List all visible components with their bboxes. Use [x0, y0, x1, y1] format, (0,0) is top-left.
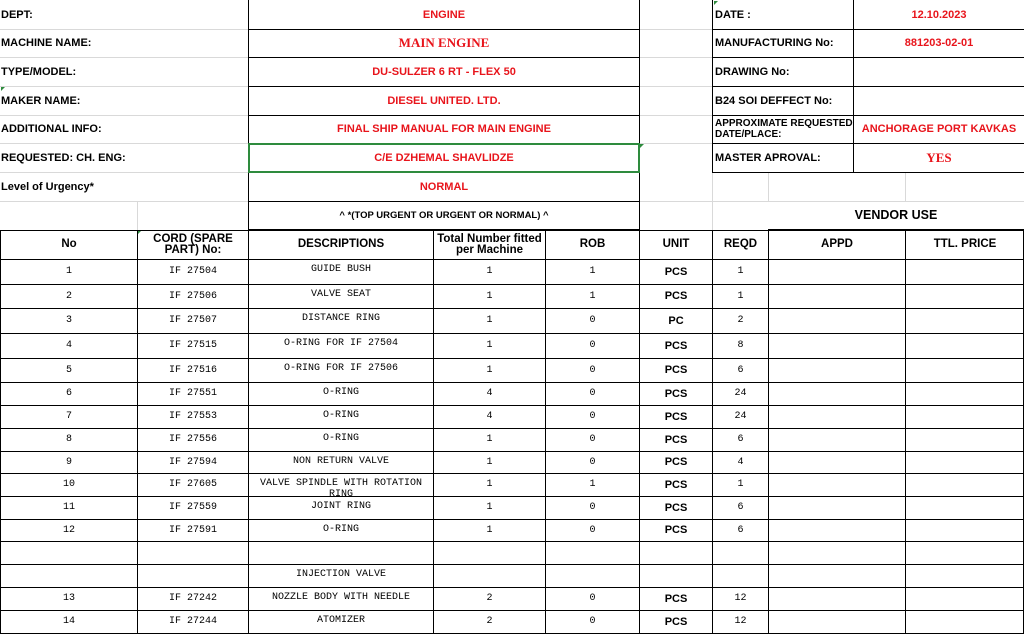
- cell-rob[interactable]: 0: [589, 456, 596, 468]
- cell-ttl[interactable]: [906, 473, 1024, 496]
- date-value[interactable]: 12.10.2023: [911, 8, 967, 21]
- cell-ttl[interactable]: [906, 541, 1024, 564]
- cell-code[interactable]: IF 27515: [168, 340, 217, 351]
- master-approval-value[interactable]: YES: [926, 149, 952, 165]
- cell-unit[interactable]: PCS: [664, 478, 688, 491]
- urgency-label: Level of Urgency*: [1, 180, 94, 193]
- cell-ttl[interactable]: [906, 587, 1024, 610]
- cell-unit[interactable]: PCS: [664, 410, 688, 423]
- machine-name-value[interactable]: MAIN ENGINE: [398, 35, 490, 50]
- cell-total[interactable]: 1: [486, 290, 493, 302]
- requested-label: REQUESTED: CH. ENG:: [1, 151, 126, 164]
- cell-code[interactable]: IF 27591: [168, 524, 217, 536]
- cell-desc[interactable]: ATOMIZER: [316, 615, 365, 626]
- cell-no[interactable]: 6: [65, 388, 72, 399]
- cell-no[interactable]: 9: [65, 456, 72, 468]
- approx-date-value[interactable]: ANCHORAGE PORT KAVKAS: [861, 123, 1017, 135]
- cell-appd[interactable]: [769, 405, 905, 428]
- cell-desc[interactable]: VALVE SPINDLE WITH ROTATION RING: [259, 478, 423, 496]
- cell-code[interactable]: IF 27506: [168, 290, 217, 302]
- b24-label: B24 SOI DEFFECT No:: [715, 94, 833, 107]
- column-header-no: No: [61, 238, 77, 250]
- cell-appd[interactable]: [769, 496, 905, 519]
- cell-reqd[interactable]: [713, 541, 768, 564]
- cell-desc[interactable]: GUIDE BUSH: [310, 264, 371, 275]
- comment-marker: [714, 1, 718, 5]
- cell-total[interactable]: 1: [486, 340, 493, 351]
- cell-reqd[interactable]: 12: [734, 616, 747, 627]
- cell-no[interactable]: 5: [65, 364, 72, 376]
- urgency-value[interactable]: NORMAL: [419, 180, 469, 193]
- cell-no[interactable]: 4: [65, 340, 72, 351]
- column-header-reqd: REQD: [723, 238, 758, 250]
- cell-total[interactable]: 1: [486, 479, 493, 490]
- manufacturing-no-value[interactable]: 881203-02-01: [904, 37, 974, 49]
- cell-unit[interactable]: PCS: [664, 592, 688, 605]
- cell-total[interactable]: 1: [486, 434, 493, 445]
- cell-no[interactable]: 10: [62, 479, 75, 490]
- cell-rob[interactable]: 0: [589, 364, 596, 376]
- cell-reqd[interactable]: 1: [737, 266, 744, 277]
- cell-total[interactable]: 1: [486, 364, 493, 376]
- cell-unit[interactable]: PCS: [664, 524, 688, 536]
- dept-value[interactable]: ENGINE: [422, 8, 466, 21]
- b24-value[interactable]: [854, 86, 1024, 115]
- master-approval-label: MASTER APROVAL:: [715, 151, 821, 164]
- cell-no[interactable]: 12: [62, 524, 75, 536]
- cell-code[interactable]: IF 27551: [168, 388, 217, 399]
- cell-reqd[interactable]: 12: [734, 593, 747, 604]
- cell-desc[interactable]: DISTANCE RING: [301, 313, 380, 324]
- cell-code[interactable]: IF 27594: [168, 456, 217, 468]
- cell-rob[interactable]: 0: [589, 593, 596, 604]
- cell-reqd[interactable]: 24: [734, 388, 747, 399]
- cell-reqd[interactable]: 6: [737, 434, 744, 445]
- cell-ttl[interactable]: [906, 496, 1024, 519]
- vendor-use-label: VENDOR USE: [854, 208, 938, 222]
- cell-total[interactable]: 1: [486, 456, 493, 468]
- cell-total[interactable]: 2: [486, 593, 493, 604]
- maker-name-label: MAKER NAME:: [1, 94, 81, 107]
- cell-reqd[interactable]: 1: [737, 290, 744, 302]
- cell-appd[interactable]: [769, 284, 905, 308]
- cell-total[interactable]: 2: [486, 616, 493, 627]
- cell-ttl[interactable]: [906, 284, 1024, 308]
- cell-appd[interactable]: [769, 428, 905, 451]
- cell-total[interactable]: [434, 541, 545, 564]
- cell-reqd[interactable]: 2: [737, 315, 744, 326]
- cell-desc[interactable]: O-RING FOR IF 27506: [283, 363, 399, 374]
- approx-date-label: APPROXIMATE REQUESTED DATE/PLACE:: [715, 118, 853, 140]
- cell-appd[interactable]: [769, 587, 905, 610]
- cell-total[interactable]: 4: [486, 388, 493, 399]
- cell-appd[interactable]: [769, 308, 905, 333]
- cell-rob[interactable]: 0: [589, 434, 596, 445]
- date-label: DATE :: [715, 8, 751, 21]
- cell-desc[interactable]: O-RING FOR IF 27504: [283, 338, 399, 349]
- cell-unit[interactable]: PCS: [664, 501, 688, 514]
- cell-ttl[interactable]: [906, 564, 1024, 587]
- cell-desc[interactable]: NOZZLE BODY WITH NEEDLE: [271, 592, 411, 603]
- cell-desc[interactable]: O-RING: [322, 524, 359, 535]
- cell-reqd[interactable]: 8: [737, 340, 744, 351]
- cell-no[interactable]: [1, 564, 137, 587]
- cell-no[interactable]: 8: [65, 434, 72, 445]
- cell-ttl[interactable]: [906, 428, 1024, 451]
- cell-no[interactable]: 14: [62, 616, 75, 627]
- cell-ttl[interactable]: [906, 382, 1024, 405]
- cell-no[interactable]: [1, 541, 137, 564]
- cell-desc[interactable]: O-RING: [322, 387, 359, 398]
- cell-rob[interactable]: 1: [589, 290, 596, 302]
- cell-rob[interactable]: [546, 564, 639, 587]
- cell-total[interactable]: 1: [486, 502, 493, 513]
- cell-desc[interactable]: VALVE SEAT: [310, 289, 371, 300]
- cell-unit[interactable]: PCS: [664, 339, 688, 352]
- cell-rob[interactable]: 0: [589, 524, 596, 536]
- cell-rob[interactable]: 0: [589, 616, 596, 627]
- cell-code[interactable]: IF 27553: [168, 411, 217, 422]
- cell-code[interactable]: IF 27507: [168, 315, 217, 326]
- cell-rob[interactable]: 0: [589, 388, 596, 399]
- cell-unit[interactable]: PCS: [664, 290, 688, 302]
- cell-appd[interactable]: [769, 259, 905, 284]
- cell-code[interactable]: IF 27242: [168, 593, 217, 604]
- cell-ttl[interactable]: [906, 610, 1024, 633]
- cell-rob[interactable]: 0: [589, 315, 596, 326]
- cell-ttl[interactable]: [906, 259, 1024, 284]
- drawing-no-value[interactable]: [854, 57, 1024, 86]
- cell-code[interactable]: IF 27244: [168, 616, 217, 627]
- cell-code[interactable]: [138, 564, 248, 587]
- cell-appd[interactable]: [769, 610, 905, 633]
- cell-ttl[interactable]: [906, 358, 1024, 382]
- cell-total[interactable]: [434, 564, 545, 587]
- drawing-no-label: DRAWING No:: [715, 65, 790, 78]
- cell-desc[interactable]: JOINT RING: [310, 501, 371, 512]
- cell-reqd[interactable]: 6: [737, 524, 744, 536]
- cell-total[interactable]: 1: [486, 266, 493, 277]
- cell-rob[interactable]: 0: [589, 502, 596, 513]
- cell-code[interactable]: IF 27559: [168, 502, 217, 513]
- cell-rob[interactable]: 0: [589, 411, 596, 422]
- column-header-desc: DESCRIPTIONS: [297, 238, 385, 250]
- cell-desc[interactable]: [249, 541, 433, 564]
- cell-reqd[interactable]: 6: [737, 502, 744, 513]
- column-header-total: Total Number fitted per Machine: [437, 232, 542, 256]
- comment-marker: [1, 87, 5, 91]
- cell-rob[interactable]: [546, 541, 639, 564]
- cell-unit[interactable]: PCS: [664, 265, 688, 278]
- cell-appd[interactable]: [769, 333, 905, 358]
- cell-appd[interactable]: [769, 519, 905, 541]
- cell-reqd[interactable]: 6: [737, 364, 744, 376]
- cell-appd[interactable]: [769, 541, 905, 564]
- cell-no[interactable]: 1: [65, 266, 72, 277]
- cell-unit[interactable]: PCS: [664, 364, 688, 376]
- cell-rob[interactable]: 1: [589, 266, 596, 277]
- cell-code[interactable]: IF 27504: [168, 266, 217, 277]
- cell-no[interactable]: 2: [65, 290, 72, 302]
- cell-code[interactable]: IF 27605: [168, 479, 217, 490]
- cell-code[interactable]: IF 27516: [168, 364, 217, 376]
- type-model-label: TYPE/MODEL:: [1, 65, 77, 78]
- cell-appd[interactable]: [769, 473, 905, 496]
- cell-unit[interactable]: PCS: [664, 456, 688, 468]
- cell-ttl[interactable]: [906, 519, 1024, 541]
- cell-appd[interactable]: [769, 564, 905, 587]
- cell-rob[interactable]: 0: [589, 340, 596, 351]
- cell-total[interactable]: 1: [486, 524, 493, 536]
- cell-reqd[interactable]: 4: [737, 456, 744, 468]
- column-header-code: CORD (SPARE PART) No:: [153, 232, 233, 256]
- cell-appd[interactable]: [769, 358, 905, 382]
- cell-appd[interactable]: [769, 382, 905, 405]
- cell-unit[interactable]: PCS: [664, 387, 688, 400]
- cell-desc[interactable]: NON RETURN VALVE: [292, 456, 389, 467]
- cell-reqd[interactable]: [713, 564, 768, 587]
- requested-value[interactable]: C/E DZHEMAL SHAVLIDZE: [374, 151, 514, 164]
- cell-reqd[interactable]: 24: [734, 411, 747, 422]
- dept-label: DEPT:: [1, 8, 33, 21]
- cell-no[interactable]: 11: [62, 502, 75, 513]
- comment-marker: [640, 144, 644, 148]
- cell-desc[interactable]: O-RING: [322, 410, 359, 421]
- column-header-ttl: TTL. PRICE: [933, 238, 997, 250]
- cell-desc[interactable]: O-RING: [322, 433, 359, 444]
- cell-unit[interactable]: [640, 564, 712, 587]
- cell-ttl[interactable]: [906, 308, 1024, 333]
- type-model-value[interactable]: DU-SULZER 6 RT - FLEX 50: [372, 65, 516, 78]
- maker-name-value[interactable]: DIESEL UNITED. LTD.: [387, 94, 501, 107]
- cell-code[interactable]: IF 27556: [168, 434, 217, 445]
- manufacturing-no-label: MANUFACTURING No:: [715, 37, 834, 49]
- additional-info-label: ADDITIONAL INFO:: [1, 123, 102, 135]
- cell-no[interactable]: 3: [65, 315, 72, 326]
- cell-no[interactable]: 13: [62, 593, 75, 604]
- cell-desc[interactable]: INJECTION VALVE: [295, 569, 386, 580]
- cell-unit[interactable]: PCS: [664, 433, 688, 446]
- cell-appd[interactable]: [769, 451, 905, 473]
- cell-code[interactable]: [138, 541, 248, 564]
- urgency-note: ^ *(TOP URGENT OR URGENT OR NORMAL) ^: [339, 209, 549, 221]
- cell-rob[interactable]: 1: [589, 479, 596, 490]
- cell-reqd[interactable]: 1: [737, 479, 744, 490]
- column-header-unit: UNIT: [662, 238, 690, 250]
- machine-name-label: MACHINE NAME:: [1, 37, 92, 49]
- additional-info-value[interactable]: FINAL SHIP MANUAL FOR MAIN ENGINE: [337, 123, 551, 135]
- cell-total[interactable]: 4: [486, 411, 493, 422]
- cell-ttl[interactable]: [906, 405, 1024, 428]
- column-header-rob: ROB: [579, 238, 606, 250]
- column-header-appd: APPD: [821, 238, 853, 250]
- cell-unit[interactable]: PC: [668, 314, 684, 327]
- cell-unit[interactable]: PCS: [664, 615, 688, 628]
- cell-no[interactable]: 7: [65, 411, 72, 422]
- cell-ttl[interactable]: [906, 333, 1024, 358]
- cell-ttl[interactable]: [906, 451, 1024, 473]
- cell-total[interactable]: 1: [486, 315, 493, 326]
- cell-unit[interactable]: [640, 541, 712, 564]
